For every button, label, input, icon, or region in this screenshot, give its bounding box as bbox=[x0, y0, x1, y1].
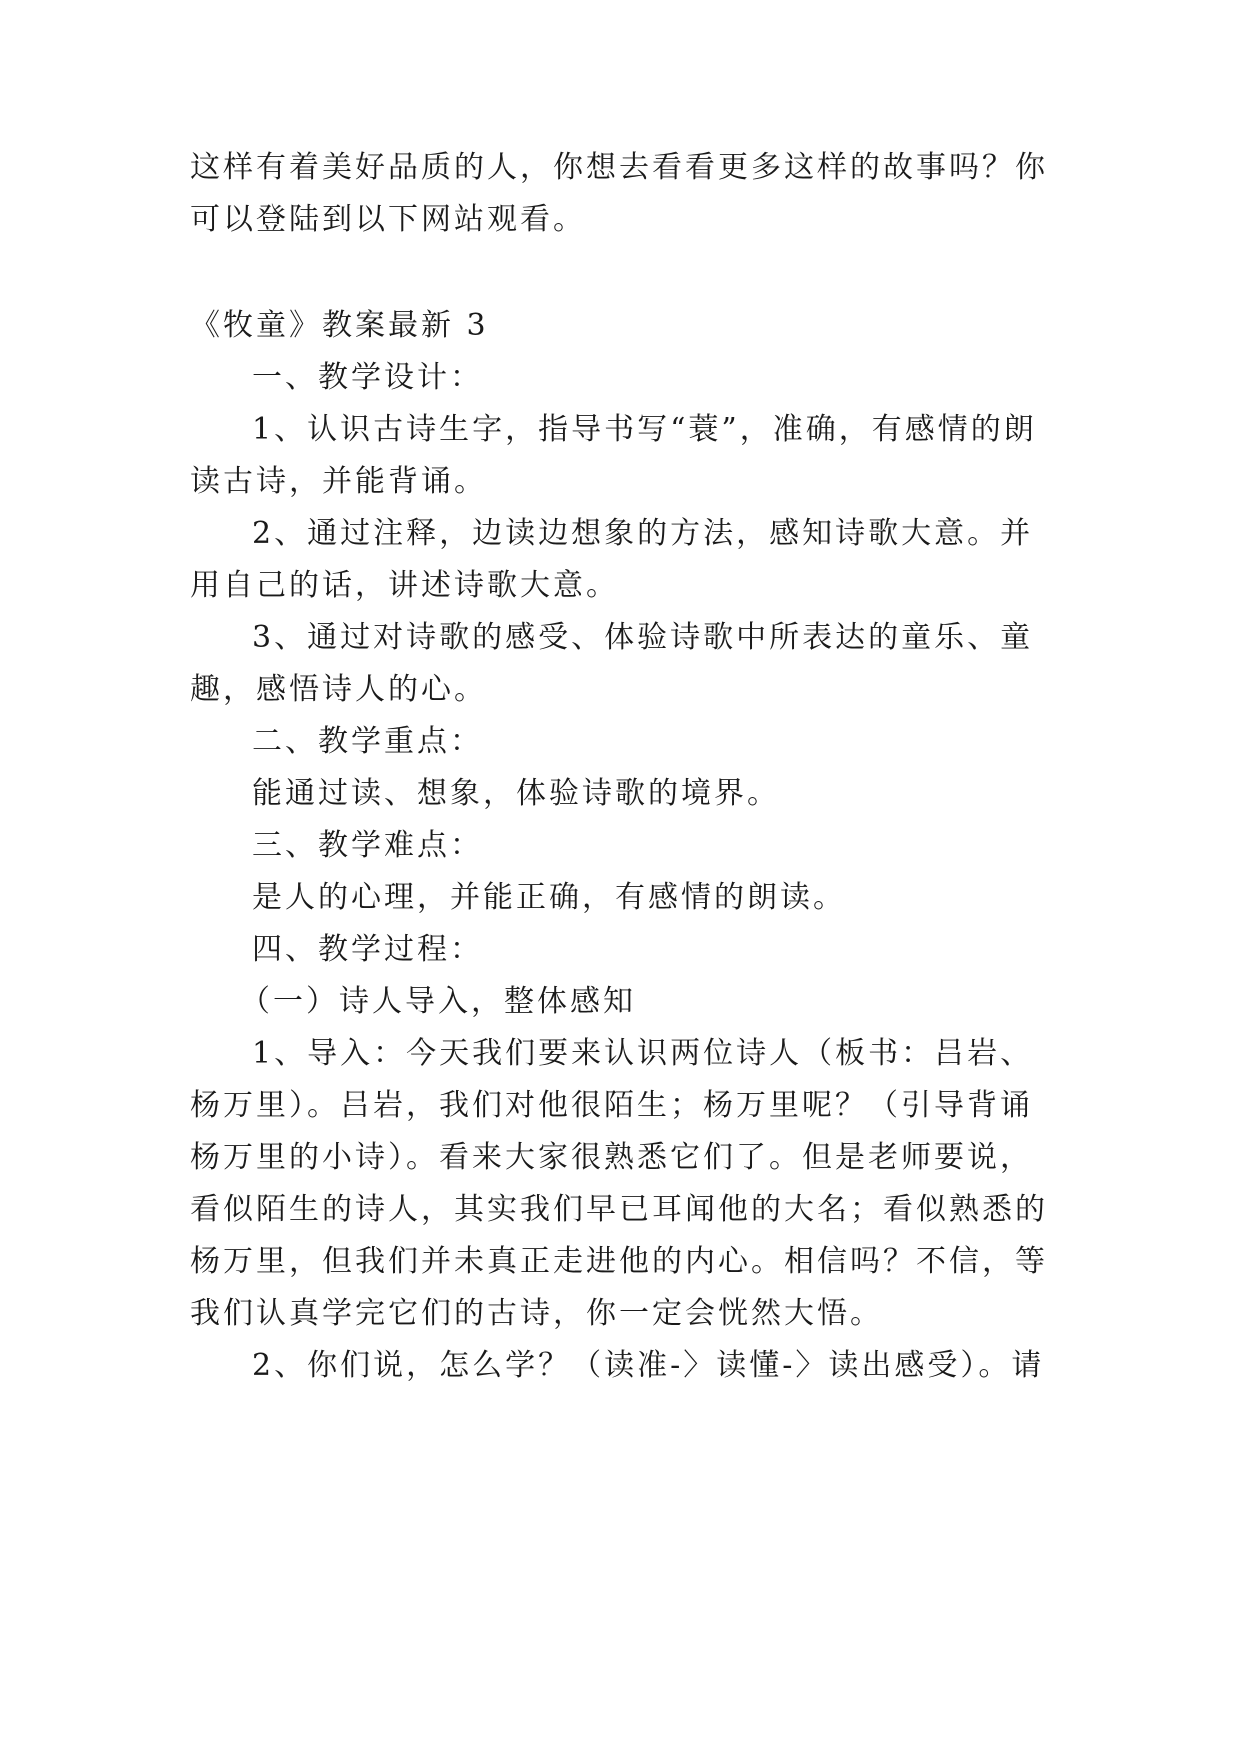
design-item-3-line-1: 3、通过对诗歌的感受、体验诗歌中所表达的童乐、童 bbox=[252, 620, 1034, 655]
intro-line-1: 这样有着美好品质的人，你想去看看更多这样的故事吗？你 bbox=[190, 150, 1048, 185]
design-item-3-line-2: 趣，感悟诗人的心。 bbox=[190, 672, 487, 707]
process-subheading-1: （一）诗人导入，整体感知 bbox=[240, 984, 636, 1019]
key-point-heading: 二、教学重点： bbox=[252, 724, 483, 759]
section-title: 《牧童》教案最新 3 bbox=[190, 308, 489, 343]
design-item-2-line-1: 2、通过注释，边读边想象的方法，感知诗歌大意。并 bbox=[252, 516, 1034, 551]
difficult-point-text: 是人的心理，并能正确，有感情的朗读。 bbox=[252, 880, 846, 915]
intro-line-2: 可以登陆到以下网站观看。 bbox=[190, 202, 586, 237]
design-item-1-line-1: 1、认识古诗生字，指导书写“蓑”，准确，有感情的朗 bbox=[252, 412, 1037, 447]
process-paragraph-1-line-5: 杨万里，但我们并未真正走进他的内心。相信吗？不信，等 bbox=[190, 1244, 1048, 1279]
process-paragraph-1-line-3: 杨万里的小诗）。看来大家很熟悉它们了。但是老师要说， bbox=[190, 1140, 1033, 1175]
process-paragraph-1-line-1: 1、导入：今天我们要来认识两位诗人（板书：吕岩、 bbox=[252, 1036, 1034, 1071]
design-item-2-line-2: 用自己的话，讲述诗歌大意。 bbox=[190, 568, 619, 603]
design-item-1-line-2: 读古诗，并能背诵。 bbox=[190, 464, 487, 499]
process-paragraph-1-line-2: 杨万里）。吕岩，我们对他很陌生；杨万里呢？（引导背诵 bbox=[190, 1088, 1033, 1123]
key-point-text: 能通过读、想象，体验诗歌的境界。 bbox=[252, 776, 780, 811]
difficult-point-heading: 三、教学难点： bbox=[252, 828, 483, 863]
process-heading: 四、教学过程： bbox=[252, 932, 483, 967]
design-heading: 一、教学设计： bbox=[252, 360, 483, 395]
process-paragraph-1-line-6: 我们认真学完它们的古诗，你一定会恍然大悟。 bbox=[190, 1296, 883, 1331]
process-paragraph-1-line-4: 看似陌生的诗人，其实我们早已耳闻他的大名；看似熟悉的 bbox=[190, 1192, 1048, 1227]
process-paragraph-2-line-1: 2、你们说，怎么学？（读准-〉读懂-〉读出感受）。请 bbox=[252, 1348, 1045, 1383]
